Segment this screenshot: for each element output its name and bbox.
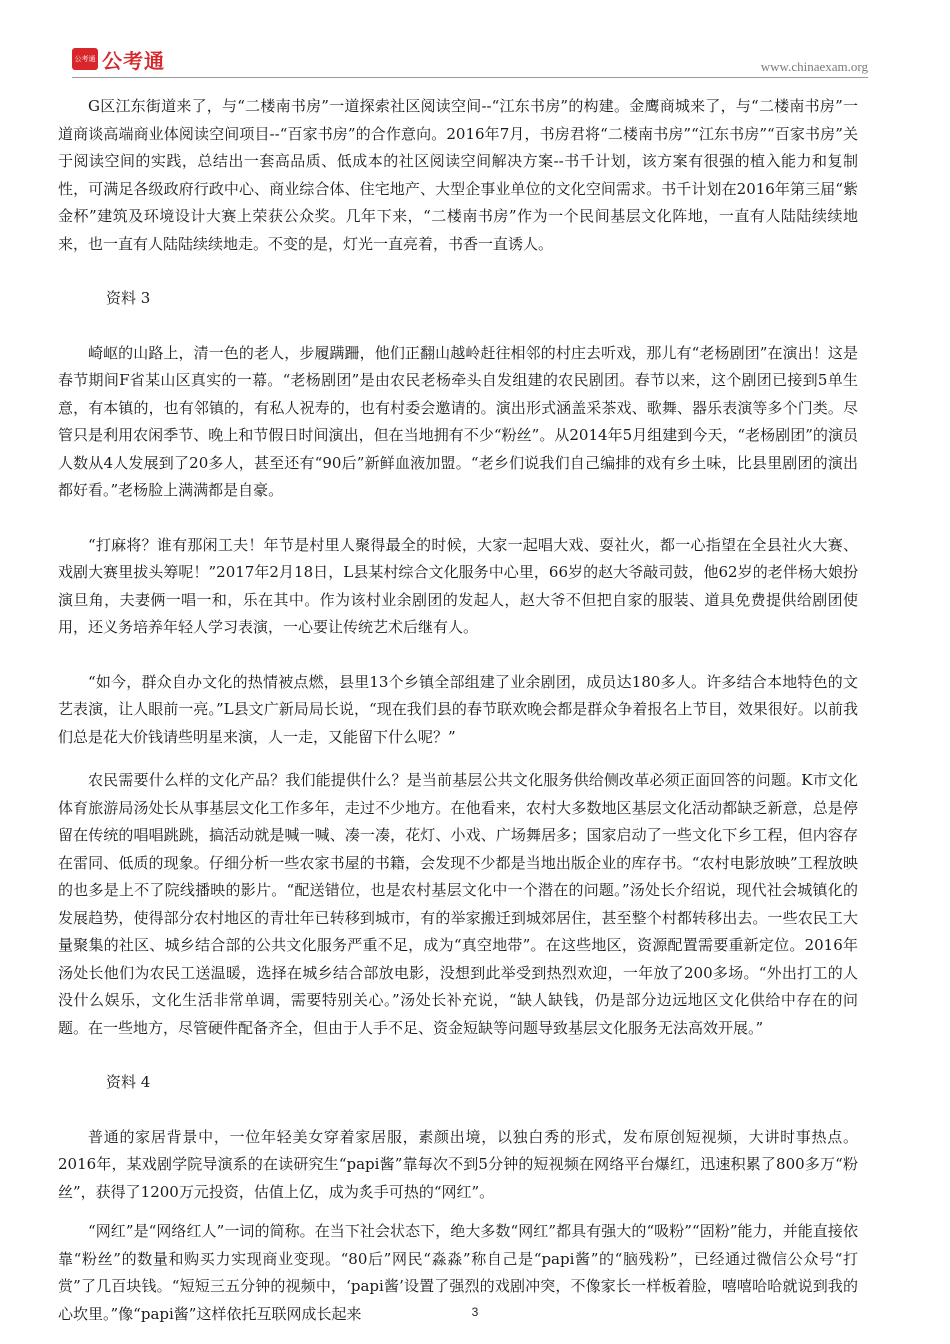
- spacer: [58, 258, 858, 285]
- logo-text: 公考通: [102, 48, 165, 73]
- paragraph: “如今，群众自办文化的热情被点燃，县里13个乡镇全部组建了业余剧团，成员达180多人。许多结合本地特色的文艺表演，让人眼前一亮。”L县文广新局局长说，“现在我们县的春节联欢晚会都是群众争着报名上节目，效果很好。以前我们总是花大价钱请些明星来演，人一走，又能留下什么呢？”: [58, 672, 858, 746]
- spacer: [58, 1206, 858, 1218]
- spacer: [58, 313, 858, 340]
- spacer: [58, 1042, 858, 1069]
- spacer: [58, 751, 858, 767]
- page-header: [0, 0, 950, 80]
- site-url[interactable]: www.chinaexam.org: [760, 59, 868, 74]
- paragraph: 崎岖的山路上，清一色的老人，步履蹒跚，他们正翻山越岭赶往相邻的村庄去听戏，那儿有“老杨剧团”在演出！这是春节期间F省某山区真实的一幕。“老杨剧团”是由农民老杨牵头自发组建的农民剧团。春节以来，这个剧团已接到5单生意，有本镇的，也有邻镇的，有私人祝寿的，也有村委会邀请的。演出形式涵盖采茶戏、歌舞、器乐表演等多个门类。尽管只是利用农闲季节、晚上和节假日时间演出，但在当地拥有不少“粉丝”。从2014年5月组建到今天，“老杨剧团”的演员人数从4人发展到了20多人，甚至还有“90后”新鲜血液加盟。“老乡们说我们自己编排的戏有乡土味，比县里剧团的演出都好看。”老杨脸上满满都是自豪。: [58, 343, 858, 499]
- paragraph: “打麻将？谁有那闲工夫！年节是村里人聚得最全的时候，大家一起唱大戏、耍社火，都一心指望在全县社火大赛、戏剧大赛里拔头筹呢！”2017年2月18日，L县某村综合文化服务中心里，66岁的赵大爷敲司鼓，他62岁的老伴杨大娘扮演旦角，夫妻俩一唱一和，乐在其中。作为该村业余剧团的发起人，赵大爷不但把自家的服装、道具免费提供给剧团使用，还义务培养年轻人学习表演，一心要让传统艺术后继有人。: [58, 535, 858, 636]
- paragraph: 普通的家居背景中，一位年轻美女穿着家居服，素颜出境，以独白秀的形式，发布原创短视频，大讲时事热点。2016年，某戏剧学院导演系的在读研究生“papi酱”靠每次不到5分钟的短视频在网络平台爆红，迅速积累了800多万“粉丝”，获得了1200万元投资，估值上亿，成为炙手可热的“网红”。: [58, 1127, 858, 1201]
- paragraph: G区江东街道来了，与“二楼南书房”一道探索社区阅读空间--“江东书房”的构建。金鹰商城来了，与“二楼南书房”一道商谈高端商业体阅读空间项目--“百家书房”的合作意向。2016年7月，书房君将“二楼南书房”“江东书房”“百家书房”关于阅读空间的实践，总结出一套高品质、低成本的社区阅读空间解决方案--书千计划，该方案有很强的植入能力和复制性，可满足各级政府行政中心、商业综合体、住宅地产、大型企事业单位的文化空间需求。书千计划在2016年第三届“紫金杯”建筑及环境设计大赛上荣获公众奖。几年下来，“二楼南书房”作为一个民间基层文化阵地，一直有人陆陆续续地来，也一直有人陆陆续续地走。不变的是，灯光一直亮着，书香一直诱人。: [58, 97, 858, 253]
- section-heading: 资料 3: [106, 289, 151, 307]
- page-number: 3: [471, 1305, 479, 1319]
- logo-badge: 公考通: [72, 48, 98, 70]
- paragraph: 农民需要什么样的文化产品？我们能提供什么？是当前基层公共文化服务供给侧改革必须正面回答的问题。K市文化体育旅游局汤处长从事基层文化工作多年，走过不少地方。在他看来，农村大多数地区基层文化活动都缺乏新意，总是停留在传统的唱唱跳跳，搞活动就是喊一喊、凑一凑，花灯、小戏、广场舞居多；国家启动了一些文化下乡工程，但内容存在雷同、低质的现象。仔细分析一些农家书屋的书籍，会发现不少都是当地出版企业的库存书。“农村电影放映”工程放映的也多是上不了院线播映的影片。“配送错位，也是农村基层文化中一个潜在的问题。”汤处长介绍说，现代社会城镇化的发展趋势，使得部分农村地区的青壮年已转移到城市，有的举家搬迁到城郊居住，甚至整个村都转移出去。一些农民工大量聚集的社区、城乡结合部的公共文化服务严重不足，成为“真空地带”。在这些地区，资源配置需要重新定位。2016年汤处长他们为农民工送温暖，选择在城乡结合部放电影，没想到此举受到热烈欢迎，一年放了200多场。“外出打工的人没什么娱乐，文化生活非常单调，需要特别关心。”汤处长补充说，“缺人缺钱，仍是部分边远地区文化供给中存在的问题。在一些地方，尽管硬件配备齐全，但由于人手不足、资金短缺等问题导致基层文化服务无法高效开展。”: [58, 771, 858, 1037]
- site-logo[interactable]: [72, 46, 165, 72]
- spacer: [58, 505, 858, 532]
- document-body: [58, 93, 858, 1328]
- spacer: [58, 1097, 858, 1124]
- paragraph: “网红”是“网络红人”一词的简称。在当下社会状态下，绝大多数“网红”都具有强大的“吸粉”“固粉”能力，并能直接依靠“粉丝”的数量和购买力实现商业变现。“80后”网民“淼淼”称自己是“papi酱”的“脑残粉”，已经通过微信公众号“打赏”了几百块钱。“短短三五分钟的视频中，‘papi酱’设置了强烈的戏剧冲突，不像家长一样板着脸，嘻嘻哈哈就说到我的心坎里。”像“papi酱”这样依托互联网成长起来: [58, 1222, 858, 1323]
- spacer: [58, 642, 858, 669]
- header-divider: [72, 77, 868, 78]
- section-heading: 资料 4: [106, 1073, 151, 1091]
